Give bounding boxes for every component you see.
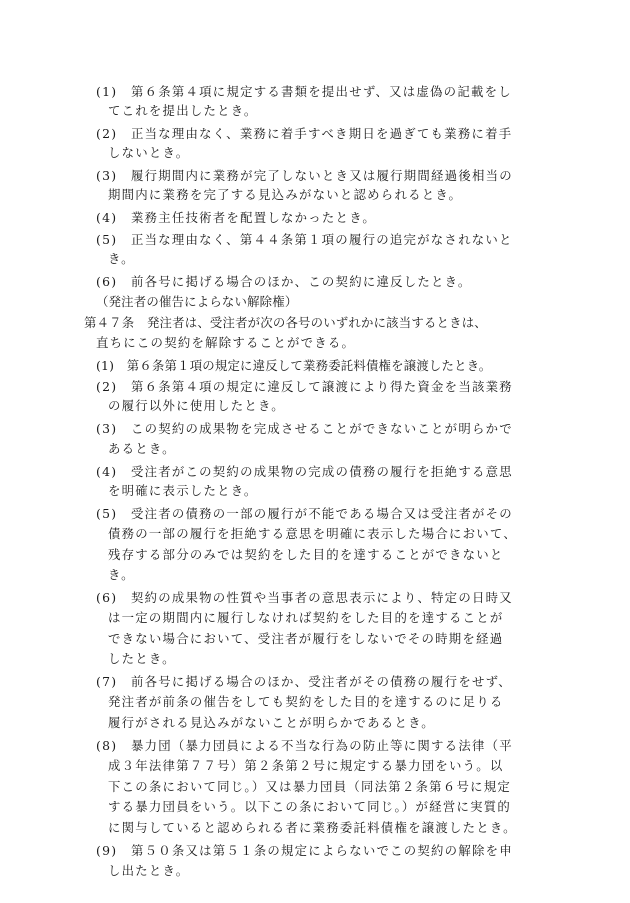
a47-item-5-line-3: 残存する部分のみでは契約をした目的を達することができないと	[108, 547, 504, 562]
a47-item-2-line-2: の履行以外に使用したとき。	[108, 398, 285, 413]
a47-item-6-line-2: は一定の期間内に履行しなければ契約をした目的を達することが	[108, 610, 504, 625]
a47-item-5-line-2: 債務の一部の履行を拒絶する意思を明確に表示した場合において、	[108, 526, 517, 541]
a47-item-8-line-2: 成３年法律第７７号）第２条第２号に規定する暴力団をいう。以	[108, 758, 504, 773]
item-4-line-1: (4) 業務主任技術者を配置しなかったとき。	[96, 210, 376, 225]
a47-item-6-line-1: (6) 契約の成果物の性質や当事者の意思表示により、特定の日時又	[96, 590, 513, 605]
item-5-line-2: き。	[108, 251, 135, 266]
a47-item-4-line-1: (4) 受注者がこの契約の成果物の完成の債務の履行を拒絶する意思	[96, 464, 513, 479]
item-3-line-2: 期間内に業務を完了する見込みがないと認められるとき。	[108, 187, 463, 202]
a47-item-5-line-1: (5) 受注者の債務の一部の履行が不能である場合又は受注者がその	[96, 506, 513, 521]
item-5-line-1: (5) 正当な理由なく、第４４条第１項の履行の追完がなされないと	[96, 232, 513, 247]
article-47-line-1: 第４７条 発注者は、受注者が次の各号のいずれかに該当するときは、	[84, 315, 487, 330]
item-6-line-1: (6) 前各号に掲げる場合のほか、この契約に違反したとき。	[96, 274, 472, 289]
section-heading: （発注者の催告によらない解除権）	[96, 294, 298, 309]
a47-item-3-line-2: あるとき。	[108, 441, 176, 456]
a47-item-6-line-4: したとき。	[108, 651, 176, 666]
a47-item-7-line-2: 発注者が前条の催告をしても契約をした目的を達するのに足りる	[108, 694, 504, 709]
a47-item-9-line-1: (9) 第５０条又は第５１条の規定によらないでこの契約の解除を申	[96, 843, 513, 858]
article-47-line-2: 直ちにこの契約を解除することができる。	[96, 335, 356, 350]
item-2-line-1: (2) 正当な理由なく、業務に着手すべき期日を過ぎても業務に着手	[96, 126, 513, 141]
a47-item-2-line-1: (2) 第６条第４項の規定に違反して譲渡により得た資金を当該業務	[96, 379, 513, 394]
item-2-line-2: しないとき。	[108, 145, 190, 160]
a47-item-3-line-1: (3) この契約の成果物を完成させることができないことが明らかで	[96, 421, 513, 436]
a47-item-5-line-4: き。	[108, 567, 135, 582]
a47-item-8-line-3: 下この条において同じ。）又は暴力団員（同法第２条第６号に規定	[108, 779, 512, 794]
item-1-line-1: (1) 第６条第４項に規定する書類を提出せず、又は虚偽の記載をし	[96, 84, 512, 99]
a47-item-7-line-3: 履行がされる見込みがないことが明らかであるとき。	[108, 715, 435, 730]
a47-item-9-line-2: し出たとき。	[108, 863, 190, 878]
a47-item-8-line-5: に関与していると認められる者に業務委託料債権を譲渡したとき。	[108, 820, 517, 835]
a47-item-8-line-4: する暴力団員をいう。以下この条において同じ。）が経営に実質的	[108, 799, 512, 814]
a47-item-1-line-1: (1) 第６条第１項の規定に違反して業務委託料債権を譲渡したとき。	[96, 358, 492, 373]
item-3-line-1: (3) 履行期間内に業務が完了しないとき又は履行期間経過後相当の	[96, 168, 513, 183]
a47-item-6-line-3: できない場合において、受注者が履行をしないでその時期を経過	[108, 631, 504, 646]
a47-item-8-line-1: (8) 暴力団（暴力団員による不当な行為の防止等に関する法律（平	[96, 738, 513, 753]
a47-item-4-line-2: を明確に表示したとき。	[108, 483, 258, 498]
item-1-line-2: てこれを提出したとき。	[108, 103, 258, 118]
a47-item-7-line-1: (7) 前各号に掲げる場合のほか、受注者がその債務の履行をせず、	[96, 674, 512, 689]
